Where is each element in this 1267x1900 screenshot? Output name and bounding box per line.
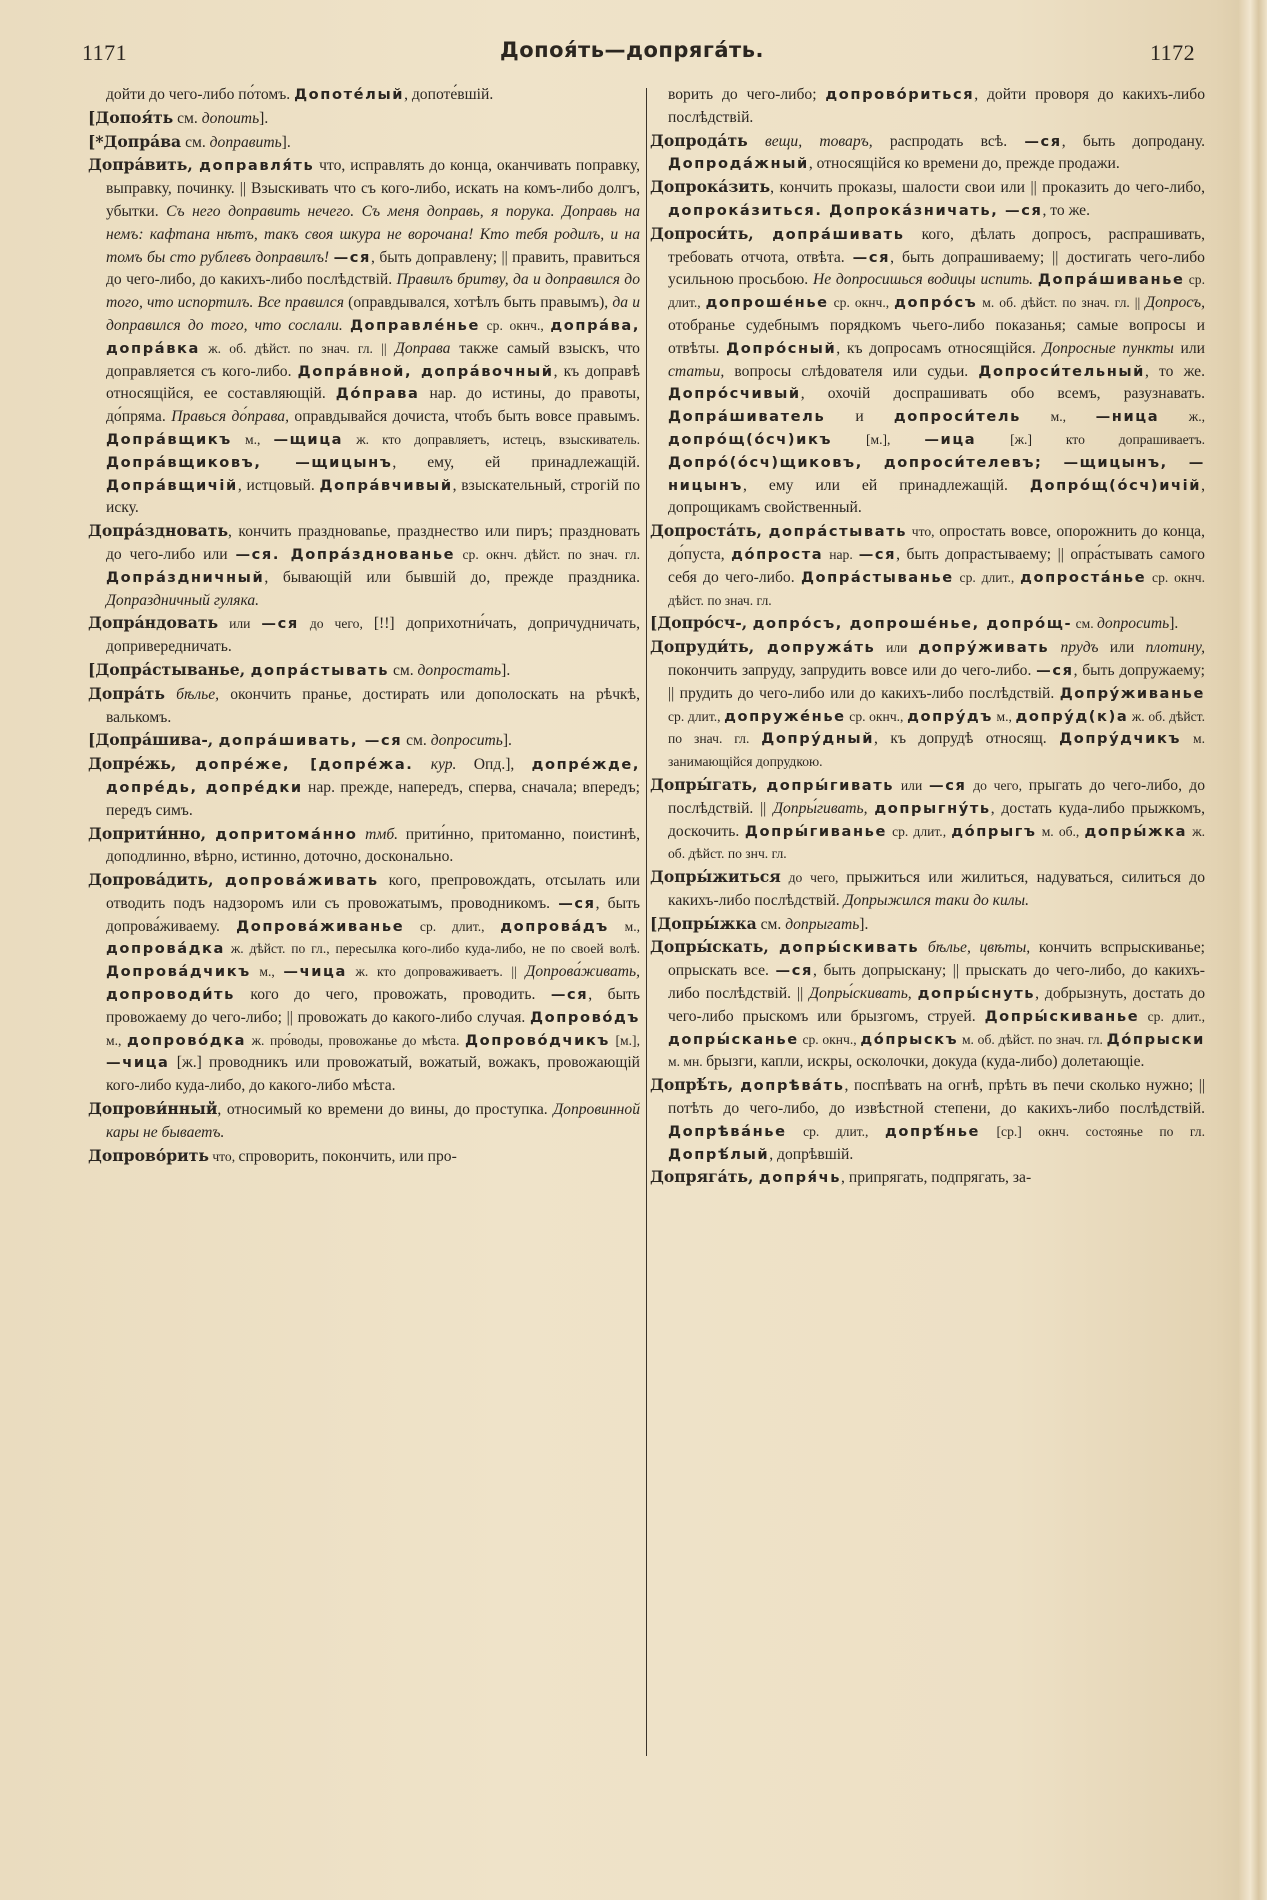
definition-text: [м.],	[832, 431, 925, 447]
dictionary-entry	[88, 131, 640, 155]
example-text: Правилъ бритву, да и доправился до того, что испортилъ. Все правился	[106, 271, 640, 312]
definition-text: дойти до чего-либо по́томъ.	[106, 86, 295, 103]
definition-text: ср. длит.,	[404, 918, 501, 934]
definition-text: ср. длит.,	[1139, 1008, 1205, 1024]
example-text: Правься до́права,	[171, 408, 289, 426]
example-text: плотину,	[1145, 639, 1205, 657]
definition-text: , быть допрова́живаему.	[106, 894, 640, 935]
derived-form: допра́ва, допра́вка	[106, 316, 641, 357]
derived-form: Допро́сный	[726, 339, 837, 357]
dictionary-entry	[650, 774, 1205, 866]
dictionary-entry	[650, 223, 1205, 520]
definition-text: нар.	[823, 546, 859, 562]
example-text: прудъ	[1060, 639, 1099, 657]
derived-form: До́права	[335, 385, 420, 403]
derived-form: допрова́дъ	[500, 917, 609, 935]
definition-text	[165, 686, 176, 703]
dictionary-entry	[650, 866, 1205, 913]
definition-text: Опд.],	[456, 756, 532, 774]
definition-text: м.,	[992, 708, 1016, 724]
headword: [*Допра́ва	[88, 131, 182, 151]
dictionary-entry	[88, 520, 640, 612]
definition-text: отобранье судебнымъ порядкомъ чьего-либо показанья; самые вопросы и отвѣты.	[668, 316, 1205, 357]
definition-text: (оправдывался, хотѣлъ быть правымъ),	[343, 294, 613, 312]
derived-form: До́прыски	[1106, 1030, 1205, 1048]
definition-text: [!!] доприхотни́чать, допричудничать, допривередничать.	[106, 615, 640, 656]
definition-text: , то же.	[1042, 201, 1090, 219]
headword: [Допра́стыванье,	[88, 659, 251, 679]
example-text: допрыгать	[785, 915, 860, 933]
derived-form: допро́щ(о́сч)икъ	[668, 430, 833, 448]
headword: Допры́скать,	[650, 937, 779, 957]
definition-text: , припрягать, подпрягать, за-	[841, 1169, 1032, 1187]
derived-form: допра́шивать	[772, 225, 905, 243]
derived-form: до́прыскъ	[860, 1030, 959, 1048]
definition-text: , кончить праздноваnье, празднество или пиръ; праздновать до чего-либо или	[106, 523, 640, 563]
derived-form: Допрѣ́лый	[668, 1145, 770, 1163]
definition-text: ].	[859, 915, 869, 933]
derived-form: —ся	[852, 248, 891, 266]
definition-text: см.	[389, 661, 418, 679]
derived-form: —ся	[550, 986, 589, 1004]
example-text: Допрова́живать,	[525, 963, 641, 981]
derived-form: допря́чь	[758, 1169, 842, 1187]
headword: Допрѣ́ть,	[650, 1075, 741, 1095]
left-column	[88, 84, 640, 1168]
definition-text: , быть доправлену; || править, правиться до чего-либо, до какихъ-либо послѣдствій.	[106, 248, 640, 289]
definition-text: , добрызнуть, достать до чего-либо прыскомъ или брызгомъ, струей.	[668, 985, 1205, 1025]
definition-text: м. мн.	[668, 1054, 707, 1070]
example-text: допросить	[430, 732, 503, 750]
definition-text: ж. кто допроваживаетъ. ||	[346, 964, 526, 980]
definition-text: опростать вовсе, опорожнить до конца, до́пуста,	[668, 523, 1206, 563]
entry-continuation	[650, 84, 1205, 130]
definition-text: что,	[208, 1148, 239, 1164]
derived-form: —ся	[1024, 132, 1062, 150]
definition-text: , кончить проказы, шалости свои или || проказить до чего-либо,	[770, 179, 1205, 197]
dictionary-entry	[88, 753, 640, 822]
derived-form: допры́гивать	[766, 776, 895, 794]
example-text: допростать	[417, 661, 502, 679]
definition-text	[343, 317, 350, 334]
derived-form: допре́же, [допре́жа.	[195, 756, 414, 774]
definition-text: прыжиться или жилиться, надуваться, силиться до какихъ-либо послѣдствій.	[668, 869, 1206, 909]
derived-form: допружа́ть	[767, 639, 876, 657]
derived-form: —ся	[858, 545, 897, 563]
definition-text: вопросы слѣдователя или судьи.	[724, 362, 979, 380]
definition-text: , быть допрашиваему; || достигать чего-либо усильною просьбою.	[668, 248, 1205, 289]
definition-text: , быть допружаему; || прудить до чего-либо или до какихъ-либо послѣдствій.	[668, 661, 1205, 702]
definition-text: , поспѣвать на огнѣ, прѣть въ печи сколько нужно; || потѣть до чего-либо, до извѣстной степени, до какихъ-либо послѣдствій.	[668, 1077, 1205, 1118]
derived-form: допру́дъ	[907, 707, 993, 725]
dictionary-entry	[650, 130, 1205, 177]
derived-form: —ся	[558, 894, 596, 912]
definition-text: брызги, капли, искры, осколочки, докуда (куда-либо) долетающіе.	[706, 1053, 1145, 1071]
definition-text: см.	[173, 109, 202, 127]
derived-form: —щица	[273, 430, 344, 448]
dictionary-entry	[650, 1166, 1205, 1190]
definition-text: кого, дѣлать допросъ, распрашивать, требовать отчота, отвѣта.	[668, 225, 1205, 266]
definition-text: ж. об. дѣйст. по знач. гл.	[668, 708, 1205, 747]
derived-form: —ся	[1036, 661, 1074, 679]
definition-text: распродать всѣ.	[872, 132, 1025, 150]
example-text: Допровинной кары не бываетъ.	[106, 1101, 640, 1141]
headword: Допра́ндовать	[88, 613, 219, 633]
definition-text: м. об.,	[1036, 823, 1085, 839]
definition-text: м.,	[1020, 409, 1096, 425]
example-text: допоить	[201, 109, 260, 127]
definition-text: ].	[1169, 615, 1179, 633]
definition-text: ср. длит.,	[886, 823, 952, 839]
definition-text	[748, 133, 765, 150]
definition-text: окончить пранье, достирать или дополоскать на рѣчкѣ, валькомъ.	[106, 685, 640, 726]
derived-form: допру́д(к)а	[1015, 707, 1129, 725]
dictionary-entry	[88, 683, 640, 730]
definition-text: ср. окнч. дѣйст. по знач. гл.	[668, 569, 1206, 608]
derived-form: Допро́счивый	[668, 385, 801, 403]
headword: [Допра́шива-,	[88, 730, 219, 750]
derived-form: —чица	[106, 1054, 170, 1072]
derived-form: Допрова́дчикъ	[106, 963, 251, 981]
dictionary-entry	[88, 823, 640, 870]
definition-text	[357, 826, 365, 843]
headword: Допры́житься	[650, 867, 781, 887]
headword: Допрово́рить	[88, 1145, 209, 1165]
derived-form: до́проста	[731, 545, 824, 563]
headword: [Допоя́ть	[88, 107, 174, 127]
example-text: Допросные пункты	[1042, 339, 1174, 357]
definition-text: м. занимающійся допрудкою.	[668, 731, 1206, 770]
example-text: Допрыжился таки до килы.	[843, 891, 1030, 909]
example-text: Не допросишься водицы испить.	[812, 271, 1034, 289]
definition-text: см.	[402, 732, 431, 750]
definition-text: покончить запруду, запрудить вовсе или до чего-либо.	[668, 661, 1037, 679]
definition-text: [ср.] окнч. состоянье по гл.	[980, 1123, 1205, 1139]
derived-form: допритома́нно	[215, 825, 358, 843]
definition-text: и	[825, 408, 894, 426]
derived-form: Допрова́живанье	[236, 917, 405, 935]
definition-text: см.	[756, 915, 786, 933]
column-divider	[646, 88, 647, 1756]
dictionary-entry	[88, 659, 640, 683]
running-title: Допоя́ть—допряга́ть.	[500, 38, 764, 62]
derived-form: допруже́нье	[724, 707, 846, 725]
definition-text: ж. об. дѣйст. по знач. гл. ||	[199, 340, 395, 356]
definition-text: , то же.	[1145, 362, 1206, 380]
definition-text: , истцовый.	[237, 476, 320, 494]
definition-text: , относящійся ко времени до, прежде продажи.	[808, 155, 1120, 173]
derived-form: допрова́живать	[224, 872, 379, 890]
derived-form: Допоте́лый	[294, 86, 405, 103]
definition-text: ср. длит.,	[953, 569, 1021, 585]
definition-text: ворить до чего-либо;	[668, 86, 826, 103]
derived-form: допры́сканье	[668, 1030, 799, 1048]
definition-text: ].	[502, 732, 512, 750]
definition-text: или	[1098, 639, 1146, 657]
derived-form: допра́стывать	[250, 661, 390, 679]
right-column	[650, 84, 1205, 1190]
definition-text: , ему или ей принадлежащій.	[742, 476, 1030, 494]
example-text: да и доправился до того, что сослали.	[106, 294, 640, 334]
definition-text: нар. до истины, до правоты, до́прямa.	[106, 385, 641, 426]
derived-form: Допра́здничный	[106, 568, 265, 586]
definition-text: , быть допрастываему; || опра́стывать самого себя до чего-либо.	[668, 545, 1205, 586]
dictionary-entry	[650, 913, 1205, 937]
definition-text: ср. окнч.,	[828, 295, 895, 311]
definition-text: [ж.] проводникъ или провожатый, вожатый, вожакъ, провожающій кого-либо куда-либо, до какого-либо мѣста.	[106, 1054, 640, 1095]
derived-form: допроси́тель	[893, 408, 1021, 426]
definition-text: прыгать до чего-либо, до послѣдствій. ||	[668, 776, 1205, 817]
derived-form: —ся	[261, 615, 299, 633]
derived-form: Допрово́дчикъ	[465, 1031, 610, 1049]
derived-form: Допра́вщиковъ, —щицынъ	[106, 453, 393, 471]
page-number-left: 1171	[82, 40, 128, 65]
definition-text: или	[875, 640, 919, 656]
headword: [Допры́жка	[650, 913, 757, 933]
headword: Допрода́ть	[650, 130, 748, 150]
definition-text	[1049, 639, 1060, 656]
definition-text: , допрѣвшій.	[769, 1145, 854, 1163]
derived-form: —ся. Допра́зднованье	[235, 545, 456, 563]
derived-form: Допру́дчикъ	[1059, 730, 1182, 748]
definition-text: ср. окнч.,	[480, 317, 551, 333]
derived-form: допрока́зиться. Допрока́зничать, —ся	[668, 201, 1043, 219]
dictionary-entry	[88, 729, 640, 753]
definition-text: ср. окнч.,	[845, 708, 908, 724]
headword: Допра́здновать	[88, 521, 229, 541]
headword: Допрока́зить	[650, 177, 771, 197]
headword: Допрова́дить,	[88, 870, 225, 890]
derived-form: допрѣ́нье	[884, 1122, 981, 1140]
dictionary-entry	[88, 1098, 640, 1145]
example-text: бѣлье,	[176, 685, 220, 703]
headword: Допряга́ть,	[650, 1167, 759, 1187]
derived-form: Допра́вной, допра́вочный	[297, 362, 554, 380]
derived-form: Допрово́дъ	[530, 1008, 640, 1026]
derived-form: Допро́щ(о́сч)ичій	[1029, 476, 1202, 494]
entry-continuation	[88, 84, 640, 107]
headword: Доприти́нно,	[88, 823, 216, 843]
definition-text: , быть допродану.	[1061, 132, 1205, 150]
derived-form: Допра́шиватель	[668, 408, 826, 426]
definition-text: ж. про́воды, провожанье до мѣста.	[246, 1032, 466, 1048]
definition-text	[919, 939, 928, 956]
definition-text: или	[1173, 339, 1205, 357]
example-text: Доправа	[394, 339, 451, 357]
derived-form: допра́стывать	[768, 523, 908, 541]
dictionary-entry	[88, 107, 640, 131]
derived-form: допрово́риться	[825, 86, 975, 103]
derived-form: допры́снуть	[917, 985, 1036, 1003]
headword: [Допро́сч-,	[650, 613, 753, 633]
derived-form: —ся	[929, 776, 967, 794]
definition-text: кончить вспрыскиванье; опрыскать все.	[668, 939, 1205, 980]
derived-form: Допры́гиванье	[744, 822, 887, 840]
derived-form: допры́жка	[1084, 822, 1188, 840]
headword: Допроси́ть,	[650, 223, 773, 243]
derived-form: Допро́(о́сч)щиковъ, допроси́телевъ; —щицынъ, —ницынъ	[668, 453, 1205, 494]
derived-form: Допроси́тельный	[978, 362, 1145, 380]
derived-form: допры́скивать	[778, 939, 920, 957]
definition-text: кого, препровождать, отсылать или отводить подъ надзоромъ или съ провожатымъ, проводникомъ.	[106, 872, 640, 912]
definition-text: что,	[907, 524, 940, 540]
definition-text: ].	[281, 133, 291, 151]
example-text: Съ него доправить нечего. Съ меня доправь, я порука. Доправь на немъ: кафтана нѣтъ, такъ своя шкура не ворочана! Кто тебя родилъ, и на томъ бы сто рублевъ доправилъ!	[106, 202, 640, 266]
page-edge	[1239, 0, 1267, 1900]
page-number-right: 1172	[1150, 40, 1196, 65]
derived-form: допра́шивать, —ся	[218, 732, 403, 750]
definition-text: м.,	[608, 918, 640, 934]
derived-form: Доправле́нье	[349, 316, 480, 334]
derived-form: допрыгну́ть	[874, 799, 991, 817]
definition-text: оправдывайся дочиста, чтобъ быть вовсе правымъ.	[288, 408, 640, 426]
derived-form: —чица	[283, 963, 347, 981]
definition-text: также самый взыскъ, что доправляется съ кого-либо.	[106, 339, 640, 380]
definition-text: ср. длит.,	[786, 1123, 885, 1139]
definition-text: ж.,	[1159, 409, 1205, 425]
definition-text: ср. длит.,	[668, 708, 725, 724]
definition-text: , быть допрыскану; || прыскать до чего-либо, до какихъ-либо послѣдствій. ||	[668, 962, 1205, 1003]
derived-form: Допра́вщикъ	[106, 430, 232, 448]
example-text: тмб.	[365, 825, 399, 843]
definition-text	[413, 756, 430, 773]
derived-form: допрова́дка	[106, 940, 225, 958]
definition-text: до чего,	[298, 616, 374, 632]
definition-text: , допоте́вшій.	[404, 86, 494, 103]
definition-text: м. об. дѣйст. по знач. гл.	[958, 1031, 1107, 1047]
headword: Допра́ть	[88, 683, 165, 703]
example-text: доправить	[209, 133, 282, 151]
definition-text: , быть провожаему до чего-либо; || провожать до какого-либо случая.	[106, 986, 640, 1026]
definition-text: до чего,	[966, 777, 1029, 793]
derived-form: допру́живать	[918, 639, 1050, 657]
definition-text: спроворить, покончить, или про-	[238, 1147, 457, 1165]
derived-form: Допра́шиванье	[1037, 271, 1185, 289]
definition-text: , къ допросамъ относящійся.	[836, 339, 1043, 357]
example-text: кур.	[430, 756, 457, 774]
headword: Допроста́ть,	[650, 521, 769, 541]
dictionary-entry	[88, 612, 640, 659]
definition-text: м.,	[231, 431, 274, 447]
definition-text: ].	[501, 661, 511, 679]
dictionary-entry	[650, 612, 1205, 636]
dictionary-entry	[88, 1145, 640, 1169]
definition-text: , къ доправѣ относящійся, ее составляющій.	[106, 362, 640, 403]
page-header	[0, 36, 1267, 72]
derived-form: —ся	[333, 248, 371, 266]
definition-text: , охочій доспрашивать обо всемъ, разузнавать.	[800, 385, 1205, 403]
derived-form: —ица	[924, 430, 977, 448]
definition-text: , дойти проворя до какихъ-либо послѣдствій.	[668, 86, 1206, 126]
dictionary-entry	[88, 154, 640, 520]
definition-text: ср. длит.,	[668, 272, 1205, 311]
derived-form: Допра́вчивый	[319, 476, 453, 494]
derived-form: допрѣва́ть	[740, 1077, 845, 1095]
definition-text: ж. кто доправляетъ, истецъ, взыскиватель.	[343, 431, 640, 447]
dictionary-entry	[650, 176, 1205, 223]
definition-text: или	[894, 777, 929, 793]
definition-text: прити́нно, притоманно, поистинѣ, доподлинно, вѣрно, истинно, доточно, досконально.	[106, 825, 640, 866]
definition-text: кого до чего, провожать, проводить.	[234, 986, 551, 1004]
definition-text: ж. дѣйст. по гл., пересылка кого-либо куда-либо, не по своей волѣ.	[225, 941, 640, 957]
definition-text: ср. окнч.,	[798, 1031, 861, 1047]
definition-text: см.	[1072, 616, 1098, 632]
example-text: Допры́скивать,	[809, 985, 912, 1003]
derived-form: допрово́дка	[126, 1031, 247, 1049]
derived-form: допроводи́ть	[106, 986, 235, 1004]
example-text: Допросъ,	[1145, 294, 1205, 312]
definition-text: , взыскательный, строгій по иску.	[106, 476, 640, 517]
headword: Допры́гать,	[650, 774, 767, 794]
definition-text: , относимый ко времени до вины, до проступка.	[217, 1101, 554, 1119]
dictionary-entry	[650, 936, 1205, 1074]
definition-text: , допрощикамъ свойственный.	[668, 476, 1205, 517]
definition-text: , достать куда-либо прыжкомъ, доскочить.	[668, 799, 1206, 840]
derived-form: Допра́стыванье	[800, 568, 954, 586]
definition-text: [ж.] кто допрашиваетъ.	[976, 431, 1206, 447]
derived-form: допроше́нье	[705, 294, 829, 312]
definition-text: до чего,	[780, 870, 847, 886]
definition-text: ж. об. дѣйст. по знч. гл.	[668, 823, 1205, 862]
derived-form: —ся	[775, 962, 813, 980]
dictionary-entry	[650, 1074, 1205, 1166]
definition-text: что, исправлять до конца, оканчивать поправку, выправку, починку. || Взыскивать что съ кого-либо, искать на комъ-либо долгъ, убытки.	[106, 157, 640, 220]
dictionary-entry	[88, 869, 640, 1098]
example-text: Допры́гивать,	[773, 799, 868, 817]
definition-text: , бывающій или бывшій до, прежде праздника.	[264, 568, 640, 586]
definition-text: см.	[181, 133, 210, 151]
derived-form: до́прыгъ	[951, 822, 1037, 840]
derived-form: —ница	[1095, 408, 1160, 426]
definition-text: м.,	[250, 964, 284, 980]
definition-text: ср. окнч. дѣйст. по знач. гл.	[455, 546, 640, 562]
example-text: Допраздничный гуляка.	[106, 591, 260, 609]
example-text: допросить	[1097, 615, 1170, 633]
definition-text: , къ допрудѣ относящ.	[874, 730, 1060, 748]
example-text: вещи, товаръ,	[764, 132, 873, 150]
derived-form: Допры́скиванье	[984, 1007, 1140, 1025]
definition-text: или	[218, 616, 262, 632]
derived-form: допро́съ	[894, 294, 978, 312]
derived-form: доправля́ть	[199, 157, 315, 175]
derived-form: допроста́нье	[1020, 568, 1147, 586]
definition-text: ].	[259, 109, 269, 127]
definition-text: м.,	[106, 1032, 127, 1048]
derived-form: Допру́дный	[761, 730, 875, 748]
definition-text: нар. прежде, напередъ, сперва, сначала; впередъ; передъ симъ.	[106, 778, 640, 819]
example-text: бѣлье, цвѣты,	[927, 939, 1031, 957]
headword: Допруди́ть,	[650, 637, 768, 657]
derived-form: Допра́вщичій	[106, 476, 238, 494]
dictionary-entry	[650, 520, 1205, 612]
definition-text: [м.],	[609, 1032, 640, 1048]
derived-form: Допрѣва́нье	[668, 1122, 787, 1140]
derived-form: Допрода́жный	[668, 155, 809, 173]
derived-form: допре́жде, допре́дь, допре́дки	[106, 756, 640, 796]
derived-form: Допру́живанье	[1059, 684, 1205, 702]
definition-text: , ему, ей принадлежащій.	[392, 453, 641, 471]
headword: Допрови́нный	[88, 1099, 218, 1119]
dictionary-entry	[650, 636, 1205, 774]
definition-text: м. об. дѣйст. по знач. гл. ||	[977, 295, 1146, 311]
example-text: статьи,	[668, 362, 725, 380]
derived-form: допро́съ, допроше́нье, допро́щ-	[752, 615, 1073, 633]
headword: Допре́жь,	[88, 754, 196, 774]
headword: Допра́вить,	[88, 155, 200, 175]
